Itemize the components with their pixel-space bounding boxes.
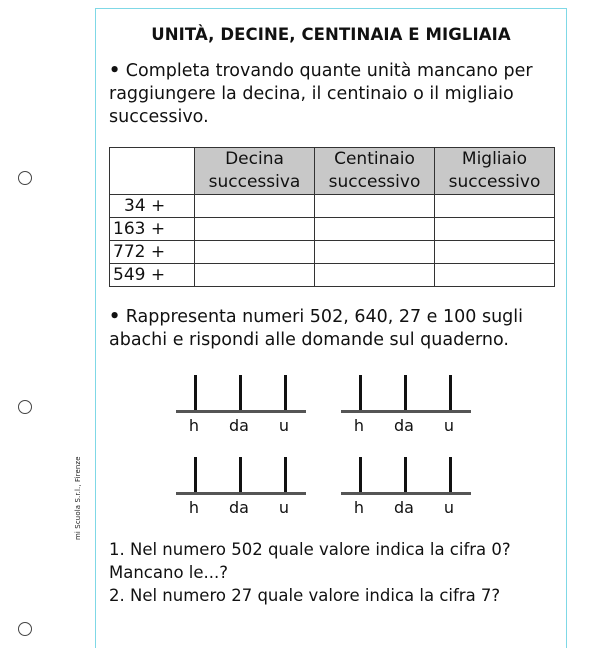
table-row — [110, 241, 555, 264]
binder-hole-bottom — [18, 622, 32, 636]
binder-hole-top — [18, 171, 32, 185]
table-row — [110, 195, 555, 218]
abacus-rod-h — [359, 457, 362, 492]
exercise-2-instruction — [109, 306, 559, 352]
header-line-1: Migliaio — [461, 149, 528, 169]
binder-hole-middle — [18, 400, 32, 414]
abacus-label-da: da — [394, 498, 414, 517]
abacus-base — [176, 492, 306, 495]
answer-cell[interactable] — [315, 218, 435, 241]
abacus-rod-u — [449, 375, 452, 410]
abacus-label-da: da — [394, 416, 414, 435]
answer-cell[interactable] — [195, 218, 315, 241]
abacus-rod-u — [284, 375, 287, 410]
question-2: 2. Nel numero 27 quale valore indica la cifra 7? — [109, 586, 501, 605]
answer-table — [109, 147, 555, 287]
publisher-note: mi Scuola S.r.l., Firenze — [74, 456, 82, 540]
row-label: 549 + — [110, 264, 195, 287]
header-line-2: successivo — [328, 172, 421, 192]
abacus-rod-da — [404, 375, 407, 410]
answer-cell[interactable] — [195, 195, 315, 218]
answer-cell[interactable] — [195, 264, 315, 287]
abacus-diagram — [176, 375, 306, 445]
exercise-1-instruction — [109, 60, 559, 129]
header-line-1: Decina — [225, 149, 284, 169]
header-line-2: successivo — [448, 172, 541, 192]
answer-cell[interactable] — [315, 264, 435, 287]
abacus-label-h: h — [188, 416, 200, 435]
abacus-rod-da — [239, 375, 242, 410]
answer-cell[interactable] — [315, 241, 435, 264]
abacus-rod-da — [404, 457, 407, 492]
row-label: 772 + — [110, 241, 195, 264]
table-corner-cell — [110, 148, 195, 195]
table-header-migliaio — [435, 148, 555, 195]
abacus-rod-u — [449, 457, 452, 492]
abacus-diagram — [176, 457, 306, 527]
abacus-diagram — [341, 457, 471, 527]
question-1-followup: Mancano le...? — [109, 563, 229, 582]
abacus-base — [176, 410, 306, 413]
answer-cell[interactable] — [315, 195, 435, 218]
abacus-label-h: h — [188, 498, 200, 517]
table-header-row — [110, 148, 555, 195]
answer-cell[interactable] — [435, 218, 555, 241]
abacus-rod-da — [239, 457, 242, 492]
answer-cell[interactable] — [435, 264, 555, 287]
worksheet-page — [95, 8, 567, 648]
abacus-base — [341, 492, 471, 495]
abacus-label-h: h — [353, 498, 365, 517]
table-header-decina — [195, 148, 315, 195]
questions-list — [109, 538, 564, 607]
row-label: 163 + — [110, 218, 195, 241]
question-1: 1. Nel numero 502 quale valore indica la cifra 0? — [109, 540, 511, 559]
table-header-centinaio — [315, 148, 435, 195]
exercise-2-text: Rappresenta numeri 502, 640, 27 e 100 sugli abachi e rispondi alle domande sul quaderno. — [109, 307, 524, 350]
table-row — [110, 218, 555, 241]
abacus-label-da: da — [229, 416, 249, 435]
abacus-base — [341, 410, 471, 413]
exercise-1-text: Completa trovando quante unità mancano per raggiungere la decina, il centinaio o il migliaio successivo. — [109, 61, 533, 127]
abacus-label-h: h — [353, 416, 365, 435]
abacus-label-u: u — [443, 416, 455, 435]
abacus-rod-u — [284, 457, 287, 492]
answer-cell[interactable] — [195, 241, 315, 264]
abacus-rod-h — [194, 375, 197, 410]
abacus-label-u: u — [278, 498, 290, 517]
abacus-label-da: da — [229, 498, 249, 517]
abacus-label-u: u — [278, 416, 290, 435]
abacus-rod-h — [359, 375, 362, 410]
header-line-2: successiva — [208, 172, 301, 192]
bullet-icon: • — [109, 61, 121, 81]
abacus-label-u: u — [443, 498, 455, 517]
table-row — [110, 264, 555, 287]
bullet-icon: • — [109, 307, 121, 327]
row-label: 34 + — [110, 195, 195, 218]
header-line-1: Centinaio — [334, 149, 415, 169]
answer-cell[interactable] — [435, 241, 555, 264]
page-title: UNITÀ, DECINE, CENTINAIA E MIGLIAIA — [151, 25, 511, 44]
answer-cell[interactable] — [435, 195, 555, 218]
abacus-diagram — [341, 375, 471, 445]
abacus-rod-h — [194, 457, 197, 492]
